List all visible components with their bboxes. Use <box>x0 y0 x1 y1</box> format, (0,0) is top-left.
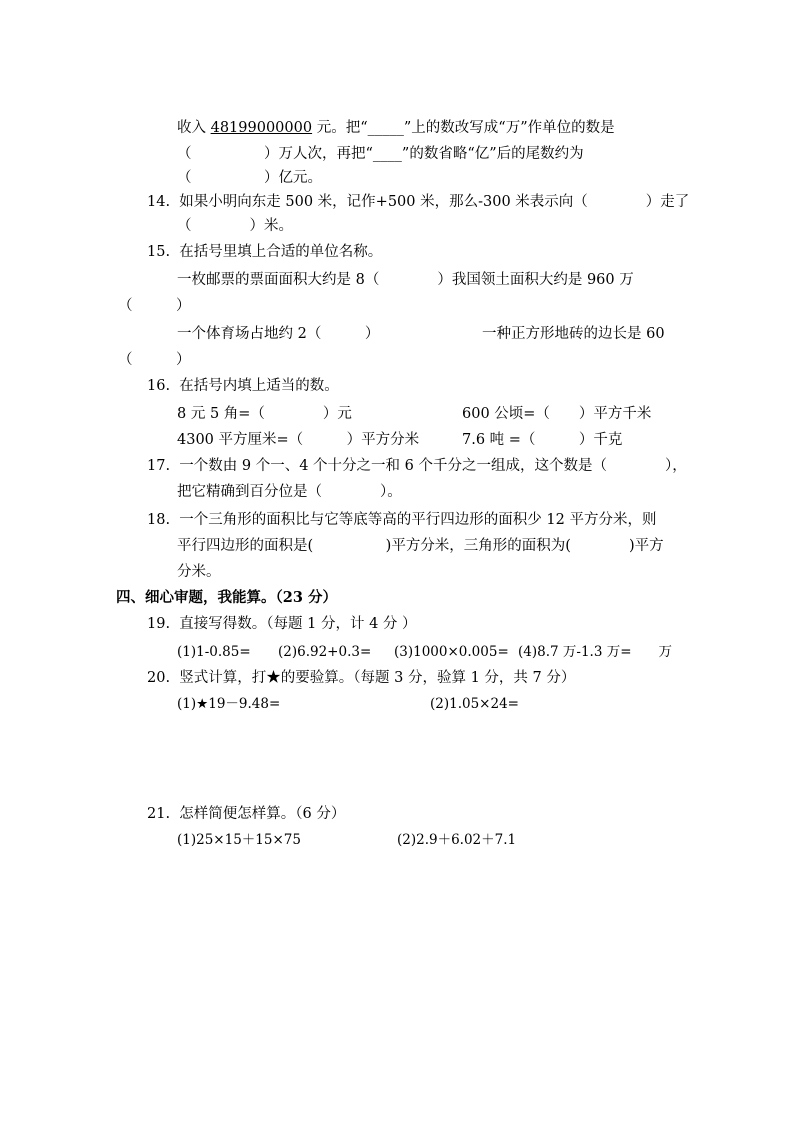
question-15-a: 一枚邮票的票面面积大约是 8（ ）我国领土面积大约是 960 万 <box>177 272 634 288</box>
question-17-cont: 把它精确到百分位是（ ）。 <box>177 484 402 500</box>
income-number: 48199000000 <box>210 120 313 136</box>
question-21-2: (2)2.9＋6.02＋7.1 <box>397 832 517 848</box>
question-15-b: 一个体育场占地约 2（ ） <box>177 326 380 342</box>
question-19-4: (4)8.7 万-1.3 万= 万 <box>518 644 673 660</box>
question-19-2: (2)6.92+0.3= <box>278 644 372 660</box>
line-q13-cont-3: （ ）亿元。 <box>177 170 322 186</box>
question-14-cont: （ ）米。 <box>177 218 293 234</box>
question-15-c-blank: （ ） <box>118 352 191 368</box>
question-19: 19. 直接写得数。（每题 1 分，计 4 分 ） <box>147 616 417 632</box>
question-16-c: 4300 平方厘米=（ ）平方分米 <box>177 432 420 448</box>
question-14: 14. 如果小明向东走 500 米，记作+500 米，那么-300 米表示向（ ）走了 <box>147 194 690 210</box>
question-15: 15. 在括号里填上合适的单位名称。 <box>147 244 383 260</box>
question-18: 18. 一个三角形的面积比与它等底等高的平行四边形的面积少 12 平方分米，则 <box>147 512 657 528</box>
line-q13-cont-1: 收入 48199000000 元。把“_____”上的数改写成“万”作单位的数是 <box>177 120 615 136</box>
question-16-a: 8 元 5 角=（ ）元 <box>177 406 352 422</box>
question-19-1: (1)1-0.85= <box>177 644 251 660</box>
question-20-1: (1)★19－9.48= <box>177 696 281 712</box>
question-18-cont-1: 平行四边形的面积是( )平方分米，三角形的面积为( )平方 <box>177 538 664 554</box>
question-16-b: 600 公顷=（ ）平方千米 <box>462 406 652 422</box>
question-15-a-blank: （ ） <box>118 298 191 314</box>
section-4-heading: 四、细心审题，我能算。（23 分） <box>116 589 337 606</box>
question-20-2: (2)1.05×24= <box>430 696 519 712</box>
question-17: 17. 一个数由 9 个一、4 个十分之一和 6 个千分之一组成，这个数是（ ）， <box>147 458 687 474</box>
line-q13-cont-2: （ ）万人次，再把“____”的数省略“亿”后的尾数约为 <box>177 146 584 162</box>
question-19-3: (3)1000×0.005= <box>394 644 509 660</box>
question-16-d: 7.6 吨 =（ ）千克 <box>462 432 623 448</box>
question-21: 21. 怎样简便怎样算。（6 分） <box>147 806 346 822</box>
question-18-cont-2: 分米。 <box>177 564 221 580</box>
question-15-c: 一种正方形地砖的边长是 60 <box>482 326 665 342</box>
question-21-1: (1)25×15＋15×75 <box>177 832 301 848</box>
question-20: 20. 竖式计算，打★的要验算。（每题 3 分，验算 1 分，共 7 分） <box>147 670 576 686</box>
question-16: 16. 在括号内填上适当的数。 <box>147 378 339 394</box>
